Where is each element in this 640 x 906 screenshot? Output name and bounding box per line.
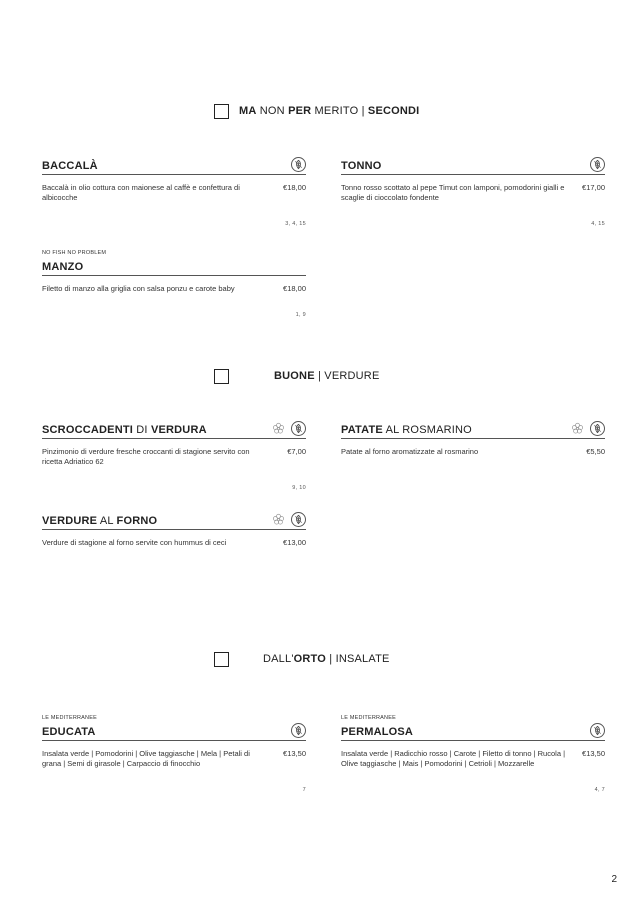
item-description: Filetto di manzo alla griglia con salsa ponzu e carote baby bbox=[42, 284, 235, 293]
item-description: Verdure di stagione al forno servite con hummus di ceci bbox=[42, 538, 227, 547]
text-part: VERDURE bbox=[42, 515, 98, 527]
item-name bbox=[42, 515, 157, 527]
item-description-row bbox=[42, 284, 306, 294]
item-description: Baccalà in olio cottura con maionese al caffè e confettura di albicocche bbox=[42, 183, 240, 202]
text-part: MERITO | bbox=[311, 105, 368, 117]
item-icons bbox=[590, 722, 605, 738]
menu-item-patate bbox=[341, 422, 605, 457]
item-name bbox=[42, 424, 207, 436]
section-secondi bbox=[0, 104, 640, 122]
item-allergens: 3, 4, 15 bbox=[285, 221, 306, 227]
section-checkbox bbox=[214, 369, 229, 384]
item-name bbox=[42, 726, 96, 738]
item-icons bbox=[291, 722, 306, 738]
text-part: MA bbox=[239, 105, 257, 117]
menu-item-manzo bbox=[42, 249, 306, 318]
text-part: BUONE bbox=[274, 370, 315, 382]
leaf-icon bbox=[291, 421, 306, 436]
page-number: 2 bbox=[611, 874, 617, 885]
item-subtitle: NO FISH NO PROBLEM bbox=[42, 250, 107, 256]
item-subtitle: LE MEDITERRANEE bbox=[341, 715, 396, 721]
leaf-icon bbox=[291, 512, 306, 527]
item-name bbox=[42, 160, 98, 172]
text-part: EDUCATA bbox=[42, 726, 96, 738]
text-part: DALL' bbox=[263, 653, 294, 665]
text-part: DI bbox=[133, 424, 151, 436]
item-allergens: 4, 7 bbox=[594, 787, 605, 793]
item-allergens: 1, 9 bbox=[295, 312, 306, 318]
text-part: | VERDURE bbox=[314, 370, 380, 382]
section-verdure bbox=[0, 369, 640, 387]
section-title bbox=[239, 105, 419, 117]
menu-item-baccala bbox=[42, 158, 306, 227]
text-part: PATATE bbox=[341, 424, 383, 436]
menu-item-educata bbox=[42, 714, 306, 793]
item-description-row bbox=[42, 749, 306, 769]
section-title bbox=[274, 370, 380, 382]
item-description: Pinzimonio di verdure fresche croccanti di stagione servito con ricetta Adriatico 62 bbox=[42, 447, 250, 466]
text-part: FORNO bbox=[116, 515, 158, 527]
item-description-row bbox=[42, 538, 306, 548]
item-description-row bbox=[341, 447, 605, 457]
text-part: PER bbox=[288, 105, 312, 117]
item-description: Insalata verde | Radicchio rosso | Carote | Filetto di tonno | Rucola | Olive taggiasche | Mais | Pomodorini | Cetrioli | Mozzarelle bbox=[341, 749, 566, 768]
leaf-icon bbox=[590, 421, 605, 436]
item-name-row bbox=[42, 158, 306, 175]
item-name bbox=[341, 726, 413, 738]
item-description: Tonno rosso scottato al pepe Timut con lamponi, pomodorini gialli e scaglie di cioccolato fondente bbox=[341, 183, 565, 202]
item-name-row bbox=[42, 724, 306, 741]
item-description-row bbox=[42, 447, 306, 467]
item-name-row bbox=[42, 259, 306, 276]
leaf-icon bbox=[590, 157, 605, 172]
item-icons bbox=[291, 156, 306, 172]
section-checkbox bbox=[214, 652, 229, 667]
text-part: MANZO bbox=[42, 261, 84, 273]
item-description-row bbox=[341, 183, 605, 203]
leaf-icon bbox=[291, 723, 306, 738]
leaf-icon bbox=[291, 157, 306, 172]
item-price: €13,50 bbox=[582, 749, 605, 758]
text-part: ORTO bbox=[293, 653, 327, 665]
section-checkbox bbox=[214, 104, 229, 119]
text-part: | INSALATE bbox=[326, 653, 390, 665]
text-part: PERMALOSA bbox=[341, 726, 414, 738]
flower-icon bbox=[570, 421, 584, 435]
item-price: €18,00 bbox=[283, 284, 306, 293]
item-description-row bbox=[341, 749, 605, 769]
menu-item-verdure-forno bbox=[42, 513, 306, 548]
item-price: €17,00 bbox=[582, 183, 605, 192]
item-allergens: 4, 15 bbox=[591, 221, 605, 227]
text-part: VERDURA bbox=[150, 424, 207, 436]
flower-icon bbox=[271, 421, 285, 435]
item-description-row bbox=[42, 183, 306, 203]
item-name-row bbox=[42, 422, 306, 439]
item-name bbox=[42, 261, 83, 273]
text-part: BACCALÀ bbox=[42, 160, 98, 172]
section-insalate bbox=[0, 652, 640, 670]
item-name-row bbox=[341, 724, 605, 741]
item-price: €5,50 bbox=[586, 447, 605, 456]
item-description: Patate al forno aromatizzate al rosmarino bbox=[341, 447, 479, 456]
item-price: €7,00 bbox=[287, 447, 306, 456]
item-price: €13,00 bbox=[283, 538, 306, 547]
text-part: NON bbox=[256, 105, 289, 117]
flower-icon bbox=[271, 512, 285, 526]
item-icons bbox=[590, 156, 605, 172]
menu-item-permalosa bbox=[341, 714, 605, 793]
item-name-row bbox=[341, 422, 605, 439]
text-part: AL ROSMARINO bbox=[382, 424, 472, 436]
item-icons bbox=[271, 420, 306, 436]
item-price: €13,50 bbox=[283, 749, 306, 758]
menu-item-tonno bbox=[341, 158, 605, 227]
leaf-icon bbox=[590, 723, 605, 738]
item-name bbox=[341, 160, 382, 172]
text-part: TONNO bbox=[341, 160, 382, 172]
item-icons bbox=[271, 511, 306, 527]
text-part: SECONDI bbox=[367, 105, 420, 117]
item-name-row bbox=[42, 513, 306, 530]
item-subtitle: LE MEDITERRANEE bbox=[42, 715, 97, 721]
menu-item-scroccadenti bbox=[42, 422, 306, 491]
text-part: SCROCCADENTI bbox=[42, 424, 134, 436]
item-allergens: 7 bbox=[302, 787, 306, 793]
item-description: Insalata verde | Pomodorini | Olive taggiasche | Mela | Petali di grana | Semi di girasole | Carpaccio di finocchio bbox=[42, 749, 250, 768]
item-name-row bbox=[341, 158, 605, 175]
item-icons bbox=[570, 420, 605, 436]
item-name bbox=[341, 424, 472, 436]
item-allergens: 9, 10 bbox=[292, 485, 306, 491]
section-title bbox=[263, 653, 390, 665]
item-price: €18,00 bbox=[283, 183, 306, 192]
text-part: AL bbox=[97, 515, 117, 527]
